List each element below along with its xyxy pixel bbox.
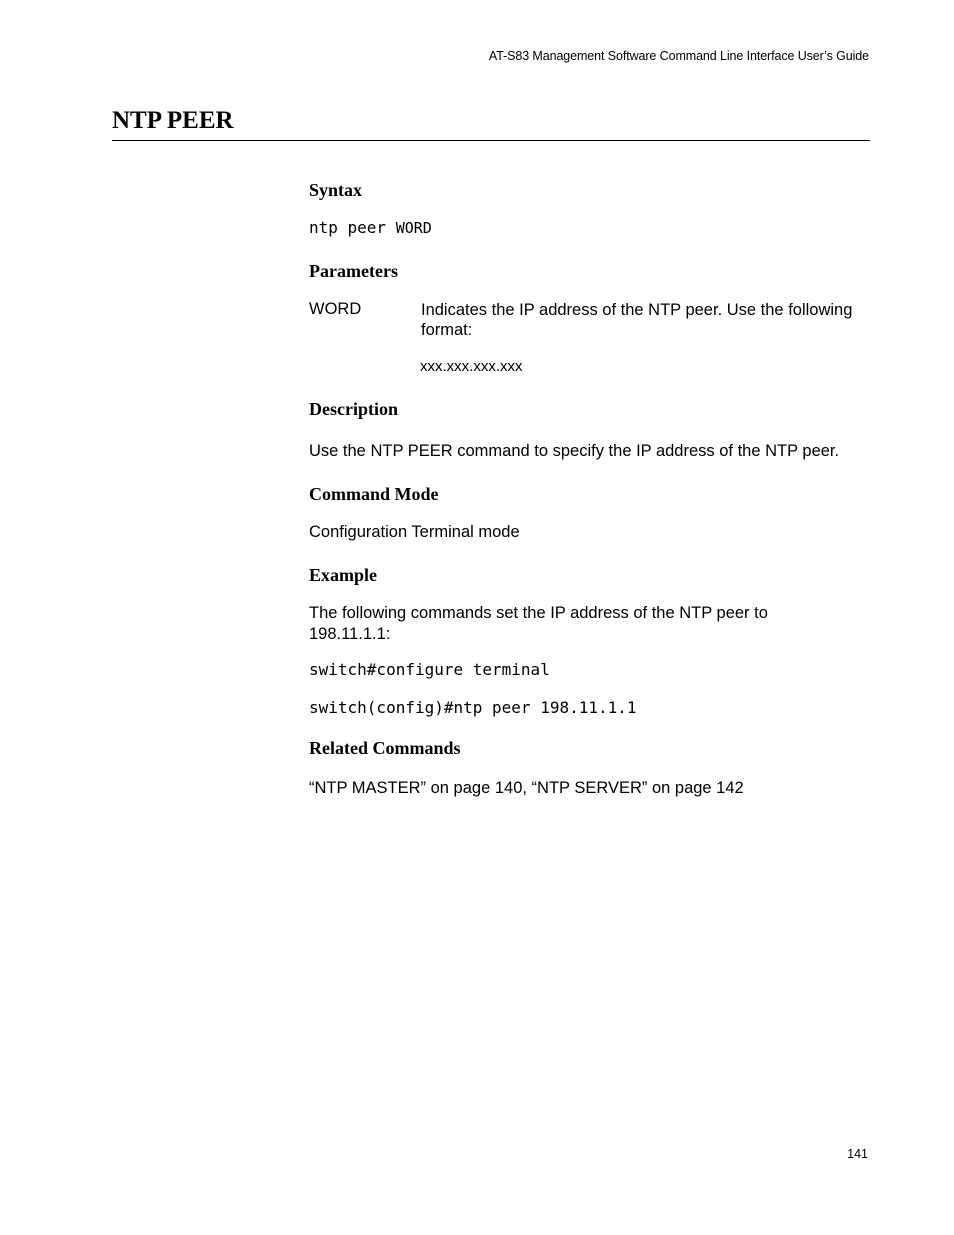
- example-heading: Example: [309, 565, 378, 585]
- parameter-format: xxx.xxx.xxx.xxx: [420, 358, 523, 375]
- related-commands-text: “NTP MASTER” on page 140, “NTP SERVER” on page 142: [309, 779, 744, 797]
- example-text-line-2: 198.11.1.1:: [309, 625, 391, 643]
- syntax-heading: Syntax: [309, 180, 363, 200]
- parameter-term: WORD: [309, 300, 362, 318]
- command-mode-heading: Command Mode: [309, 484, 439, 504]
- description-heading: Description: [309, 399, 398, 419]
- syntax-command: [309, 218, 432, 237]
- related-commands-heading: Related Commands: [309, 738, 461, 758]
- example-command-2: switch(config)#ntp peer 198.11.1.1: [309, 698, 637, 717]
- running-header: AT-S83 Management Software Command Line Interface User’s Guide: [488, 49, 869, 63]
- page-title: NTP PEER: [112, 107, 234, 134]
- syntax-argument: WORD: [395, 219, 432, 237]
- command-mode-text: Configuration Terminal mode: [309, 523, 520, 541]
- description-text: Use the NTP PEER command to specify the IP address of the NTP peer.: [309, 442, 840, 460]
- parameters-heading: Parameters: [309, 261, 398, 281]
- page-number: 141: [847, 1147, 868, 1161]
- title-divider: [112, 140, 870, 141]
- example-command-1: switch#configure terminal: [309, 660, 550, 679]
- parameter-description: Indicates the IP address of the NTP peer. Use the following format:: [421, 301, 853, 339]
- example-text-line-1: The following commands set the IP address of the NTP peer to: [309, 604, 768, 622]
- syntax-command-text: ntp peer: [309, 218, 396, 237]
